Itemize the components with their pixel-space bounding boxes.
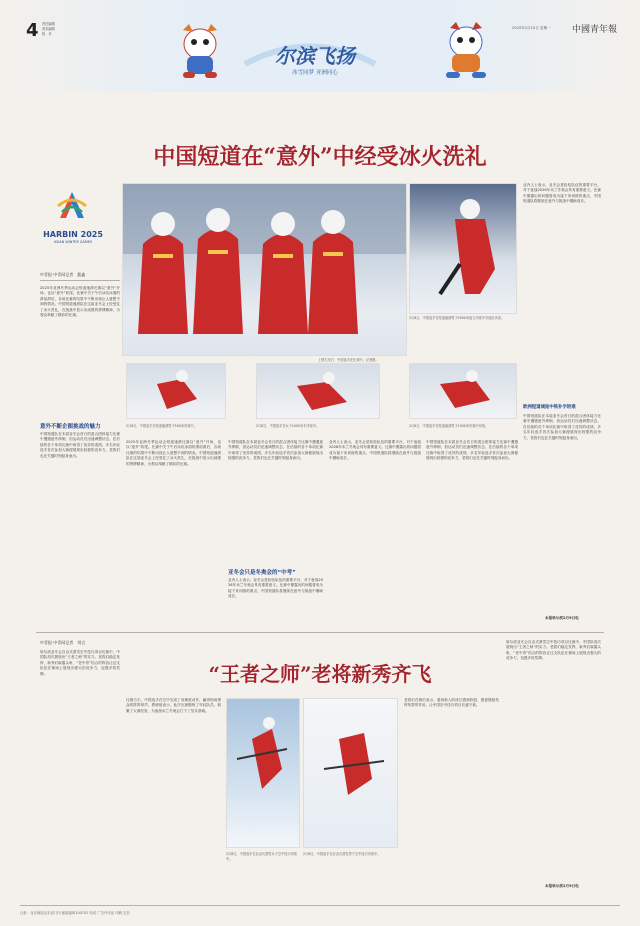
logo-line2: ASIAN WINTER GAMES	[53, 240, 93, 244]
page-number: 4	[26, 20, 39, 41]
relay-celebration-photo	[122, 183, 407, 356]
relay-celebration-illustration	[123, 184, 407, 356]
top-col1-text: 2025年亚洲冬季运动会短道速滑比赛以“意外”开场，也以“意外”收尾。比赛中关于午后冰坑冰面的滑前滑后，各场比赛的结果中不断出现让人意想不到的情况。中国短道速滑队在这届亚冬会上经受住了冰火洗礼，在挑战中显示出顽强的拼搏精神，为观众奉献了精彩的比赛。	[40, 286, 120, 318]
top-col3-text-b: 业内人士表示，亚冬会是检验队伍的重要平台，对于备战2026年米兰冬奥会具有重要意义。比赛中暴露出的问题将成为接下来训练的重点，中国短道队将继续在意外与挑战中磨砺成长。	[228, 578, 323, 599]
skater-lean-illustration	[257, 364, 380, 419]
top-author-note: 本报哈尔滨2月9日电	[545, 616, 579, 620]
photo-caption-1: 2月8日，中国选手在短道速滑男子5000米接力决赛中夺冠后庆祝。	[409, 316, 505, 320]
bottom-caption-2: 2月8日，中国选手在自由式滑雪男子空中技巧决赛中。	[303, 852, 381, 856]
top-right-column-text-b: 中国短道队在本届亚冬会首日的混合团体接力比赛中遭遇意外摔倒，但运动员们迅速调整状态，在后续的各个单项比赛中取得了优异的成绩。多名年轻选手首次参加大赛便展现出较强的竞争力，老将们也在关键时刻挺身而出。	[523, 414, 601, 440]
photo-caption-3: 2月8日，中国选手在短道速滑男子500米决赛中。	[126, 424, 197, 428]
paper-name: 中國青年報	[572, 25, 618, 35]
logo-mark-icon	[52, 188, 92, 224]
bottom-col4-text: 老将们在赛后表示，看到新人的成长感到欣慰，愿意继续发挥传帮带作用，让中国空中技巧项目长盛不衰。	[404, 698, 499, 708]
top-subhead-1: 意外不断企图挑战的魅力	[40, 424, 101, 430]
skater-corner-illustration	[127, 364, 226, 419]
photo-caption-2: 上图左至右：中国选手在比赛中。记者摄。	[318, 358, 379, 362]
photo-caption-5: 2月8日，中国选手在短道速滑男子1000米决赛中冲线。	[409, 424, 489, 428]
footer-text: 社址：北京海淀区东直门内 邮政编码100702 电话 广告许可证 印刷 定价	[20, 911, 130, 915]
top-col2-text: 2025年亚洲冬季运动会短道速滑比赛以“意外”开场，也以“意外”收尾。比赛中关于午后冰坑冰面的滑前滑后，各场比赛的结果中不断出现让人意想不到的情况。中国短道速滑队在这届亚冬会上经受住了冰火洗礼，在挑战中显示出顽强的拼搏精神，为观众奉献了精彩的比赛。	[126, 440, 221, 466]
footer-rule	[20, 905, 620, 906]
skater-finish-photo	[409, 363, 517, 419]
top-col3-text: 中国短道队在本届亚冬会首日的混合团体接力比赛中遭遇意外摔倒，但运动员们迅速调整状态，在后续的各个单项比赛中取得了优异的成绩。多名年轻选手首次参加大赛便展现出较强的竞争力，老将们也在关键时刻挺身而出。	[228, 440, 323, 461]
bottom-author-note: 本报哈尔滨2月9日电	[545, 884, 579, 888]
skater-finish-illustration	[410, 364, 517, 419]
aerial-skier-illustration-2	[304, 699, 398, 848]
bottom-col5-text: 哈尔滨亚冬会自由式滑雪空中技巧项目比赛中，中国队再次展现出“王者之师”的实力。老将们稳定发挥，新秀们崭露头角，“老中青”结合的阵容让这支队伍在赛场上展现出强大的竞争力，包揽多枚奖牌。	[506, 640, 601, 661]
bottom-caption-1: 2月8日，中国选手在自由式滑雪女子空中技巧决赛中。	[226, 852, 297, 861]
issue-date: 2025年2月10日 星期一	[512, 26, 551, 30]
bottom-headline: “王者之师”老将新秀齐飞	[208, 662, 432, 686]
skater-lean-photo	[256, 363, 380, 419]
column-subtitle: 冰雪同梦 亚洲同心	[292, 70, 338, 76]
aerial-skier-photo-1	[226, 698, 300, 848]
mascot-left-image	[165, 22, 235, 90]
top-headline: 中国短道在“意外”中经受冰火洗礼	[153, 144, 487, 170]
top-col1-text-b: 中国短道队在本届亚冬会首日的混合团体接力比赛中遭遇意外摔倒，但运动员们迅速调整状态，在后续的各个单项比赛中取得了优异的成绩。多名年轻选手首次参加大赛便展现出较强的竞争力，老将们也在关键时刻挺身而出。	[40, 432, 120, 458]
photo-caption-4: 2月8日，中国选手在女子1000米半决赛中。	[256, 424, 320, 428]
masthead	[0, 0, 640, 92]
section-divider	[36, 632, 604, 633]
top-subhead-2: 欧洲短道城始中铁补字较难	[523, 405, 576, 410]
bottom-byline: 中青报·中青网记者 刘言	[40, 640, 86, 645]
bottom-col1-text: 哈尔滨亚冬会自由式滑雪空中技巧项目比赛中，中国队再次展现出“王者之师”的实力。老将们稳定发挥，新秀们崭露头角，“老中青”结合的阵容让这支队伍在赛场上展现出强大的竞争力，包揽多枚奖牌。	[40, 650, 120, 676]
divider	[40, 280, 120, 281]
skater-corner-photo	[126, 363, 226, 419]
top-byline: 中青报·中青网记者 慈鑫	[40, 272, 86, 277]
aerial-skier-photo-2	[303, 698, 398, 848]
logo-line1: HARBIN 2025	[43, 230, 103, 239]
skater-solo-photo	[409, 183, 517, 314]
harbin-2025-logo	[40, 188, 106, 260]
aerial-skier-illustration-1	[227, 699, 300, 848]
top-subhead-3: 亚冬会只是冬奥会的“中考”	[228, 570, 296, 576]
mascot-right-image	[430, 20, 502, 90]
bottom-col2-text: 比赛当天，中国选手在空中完成了高难度动作，赢得现场观众的阵阵掌声。教练组表示，此次比赛锻炼了年轻队员，积累了大赛经验，为备战米兰冬奥会打下了坚实基础。	[126, 698, 221, 713]
column-title: 尔滨飞扬	[275, 44, 355, 68]
top-col5-text: 中国短道队在本届亚冬会首日的混合团体接力比赛中遭遇意外摔倒，但运动员们迅速调整状态，在后续的各个单项比赛中取得了优异的成绩。多名年轻选手首次参加大赛便展现出较强的竞争力，老将们也在关键时刻挺身而出。	[426, 440, 518, 461]
top-col4-text: 业内人士表示，亚冬会是检验队伍的重要平台，对于备战2026年米兰冬奥会具有重要意义。比赛中暴露出的问题将成为接下来训练的重点，中国短道队将继续在意外与挑战中磨砺成长。	[329, 440, 421, 461]
skater-solo-illustration	[410, 184, 517, 314]
top-right-column-text: 业内人士表示，亚冬会是检验队伍的重要平台，对于备战2026年米兰冬奥会具有重要意义。比赛中暴露出的问题将成为接下来训练的重点，中国短道队将继续在意外与挑战中磨砺成长。	[523, 183, 601, 204]
page-meta: 责任编辑 美术编辑 校 对	[42, 22, 55, 36]
